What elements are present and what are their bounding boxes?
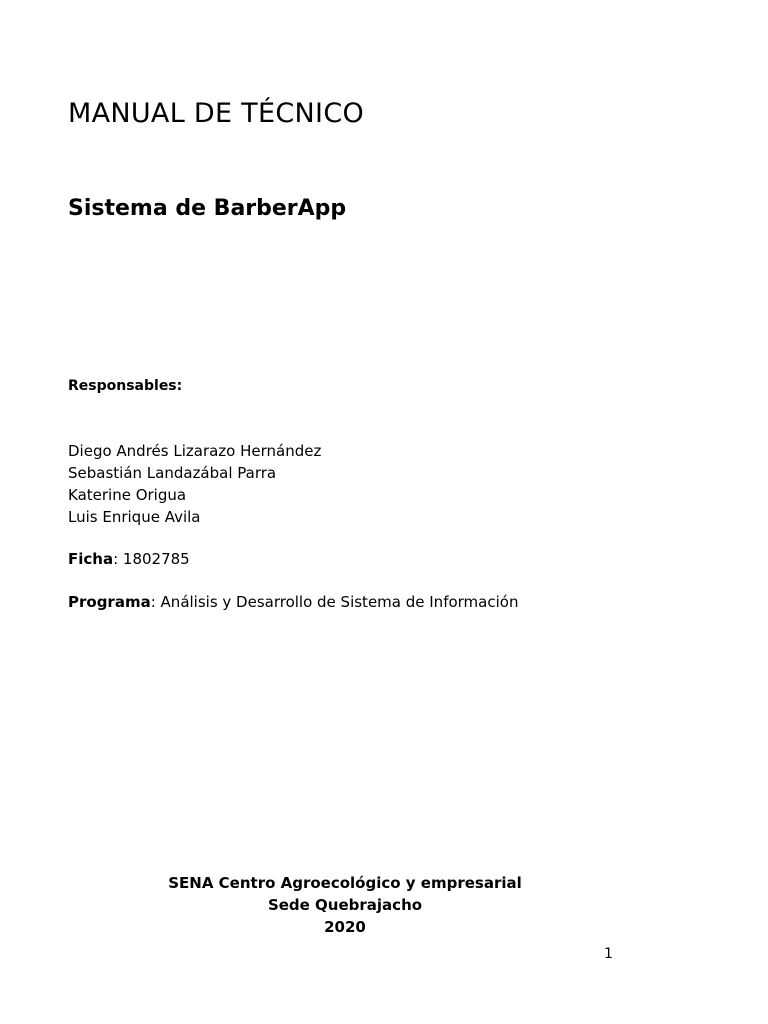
responsable-name: Sebastián Landazábal Parra — [68, 464, 277, 482]
responsable-name: Katerine Origua — [68, 486, 187, 504]
footer-institution: SENA Centro Agroecológico y empresarial — [168, 874, 522, 892]
page-number: 1 — [604, 946, 613, 962]
ficha-value: 1802785 — [118, 550, 190, 568]
responsable-name: Diego Andrés Lizarazo Hernández — [68, 442, 322, 460]
footer-year: 2020 — [324, 918, 366, 936]
document-title: MANUAL DE TÉCNICO — [68, 98, 365, 129]
programa-field — [68, 591, 528, 613]
ficha-separator: : — [113, 550, 119, 568]
programa-value: Análisis y Desarrollo de Sistema de Información — [155, 593, 519, 611]
programa-separator: : — [150, 593, 156, 611]
responsable-name: Luis Enrique Avila — [68, 508, 201, 526]
document-subtitle: Sistema de BarberApp — [68, 196, 347, 221]
programa-label: Programa — [68, 593, 151, 611]
institution-footer — [0, 872, 690, 938]
responsables-list — [68, 440, 321, 528]
ficha-label: Ficha — [68, 550, 114, 568]
ficha-field — [68, 548, 190, 570]
footer-sede: Sede Quebrajacho — [267, 896, 423, 914]
responsables-label: Responsables: — [68, 378, 183, 394]
